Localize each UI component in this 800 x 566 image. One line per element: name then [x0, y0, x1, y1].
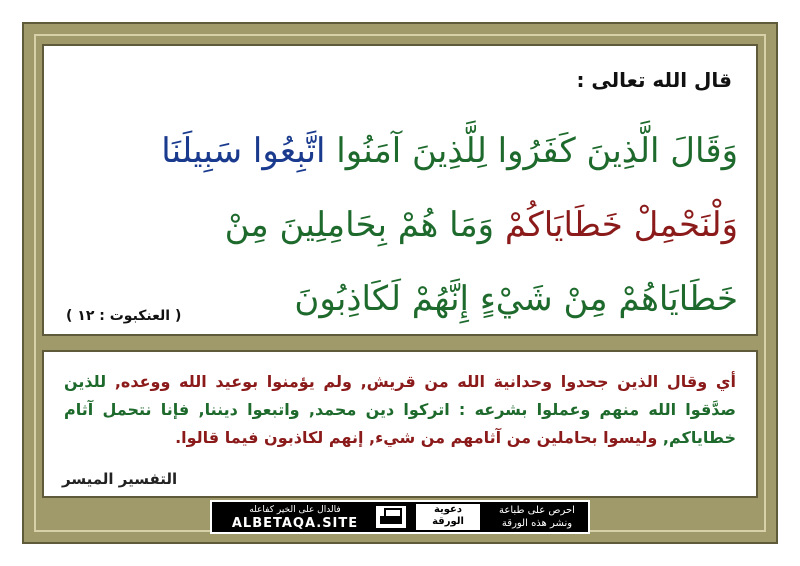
- footer-saying: فالدال على الخير كفاعله: [249, 505, 341, 515]
- footer-site-info: [220, 504, 370, 532]
- verse-segment: خَطَايَاهُمْ مِنْ شَيْءٍ: [469, 279, 738, 319]
- logo-line: دعوية: [433, 504, 463, 515]
- footer-print-note: [492, 504, 582, 530]
- verse-line: [62, 188, 738, 262]
- verse-text: [62, 114, 738, 336]
- verse-segment: اتَّبِعُوا سَبِيلَنَا: [161, 131, 326, 171]
- verse-segment: وَلْنَحْمِلْ خَطَايَاكُمْ: [494, 205, 738, 245]
- footer-bar: [210, 500, 590, 534]
- tafsir-segment: وليسوا بحاملين من آثامهم من شيء, إنهم لكاذبون فيما قالوا.: [175, 428, 658, 447]
- verse-segment: وَمَا هُمْ بِحَامِلِينَ مِنْ: [224, 205, 495, 245]
- footer-logo: [416, 504, 480, 530]
- tafsir-panel: [42, 350, 758, 498]
- printer-icon: [376, 506, 406, 528]
- verse-segment: وَقَالَ الَّذِينَ كَفَرُوا لِلَّذِينَ آمَنُوا: [325, 131, 738, 171]
- footer-print-line: ونشر هذه الورقة: [501, 518, 573, 529]
- tafsir-source: التفسير الميسر: [62, 470, 178, 488]
- verse-line: [62, 114, 738, 188]
- verse-segment: إِنَّهُمْ لَكَاذِبُونَ: [294, 279, 470, 319]
- footer-site-link[interactable]: ALBETAQA.SITE: [231, 516, 359, 531]
- verse-line: [62, 262, 738, 336]
- tafsir-text: [64, 368, 736, 452]
- verse-intro: قال الله تعالى :: [576, 68, 732, 92]
- footer-print-line: احرص على طباعة: [499, 505, 575, 516]
- verse-panel: [42, 44, 758, 336]
- verse-reference: ( العنكبوت : ١٢ ): [66, 308, 182, 324]
- tafsir-segment: للذين صدَّقوا الله منهم وعملوا بشرعه : اتركوا دين محمد, واتبعوا ديننا, فإنا نتحمل آثام خطاياكم,: [64, 372, 736, 447]
- tafsir-segment: أي وقال الذين جحدوا وحدانية الله من قريش, ولم يؤمنوا بوعيد الله ووعده,: [106, 372, 736, 391]
- logo-line: الورقة: [432, 516, 464, 527]
